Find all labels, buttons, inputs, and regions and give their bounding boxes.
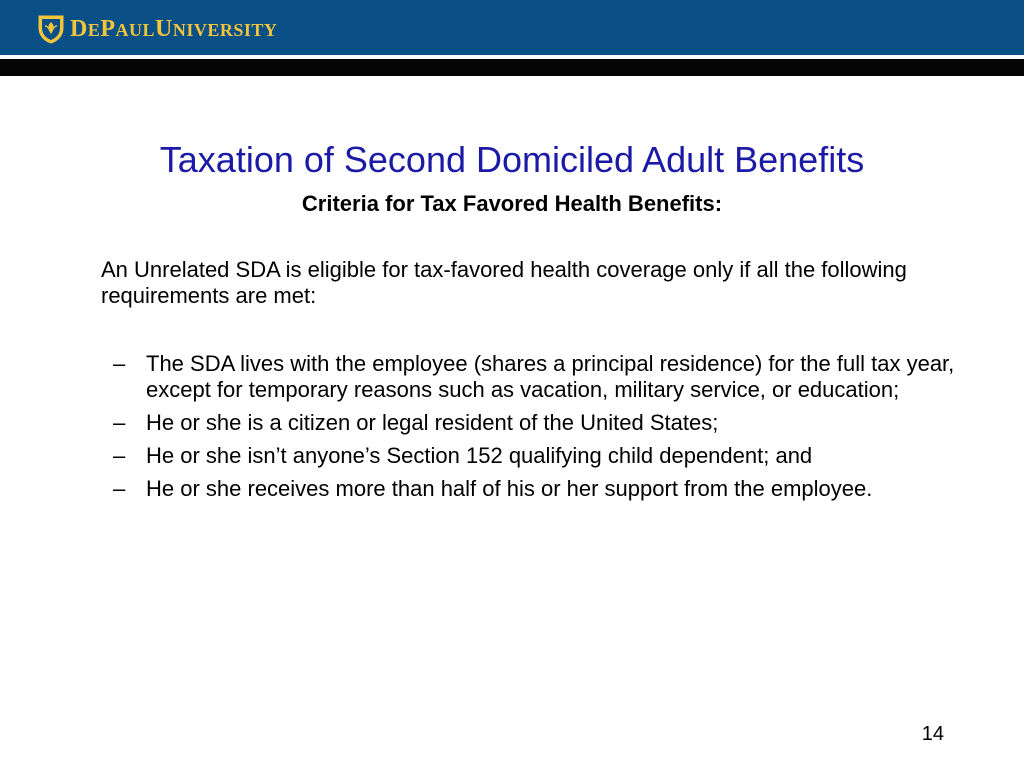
university-wordmark: DEPAULUNIVERSITY: [70, 16, 278, 42]
requirement-text: He or she receives more than half of his or her support from the employee.: [146, 476, 873, 501]
requirement-text: The SDA lives with the employee (shares a principal residence) for the full tax year, except for temporary reasons such as vacation, military service, or education;: [146, 351, 955, 402]
requirements-list: [113, 351, 963, 509]
list-item: [113, 476, 963, 502]
shield-seal-icon: [38, 14, 64, 44]
list-item: [113, 410, 963, 436]
slide-title: Taxation of Second Domiciled Adult Benefits: [159, 139, 865, 180]
slide-subtitle: Criteria for Tax Favored Health Benefits:: [301, 191, 723, 216]
dash-bullet: –: [113, 443, 126, 468]
header-band: [0, 0, 1024, 55]
university-logo: [38, 13, 277, 45]
dash-bullet: –: [113, 476, 126, 501]
dash-bullet: –: [113, 351, 126, 376]
page-number: 14: [921, 723, 944, 745]
requirement-text: He or she is a citizen or legal resident of the United States;: [146, 410, 719, 435]
header-divider-black: [0, 59, 1024, 76]
dash-bullet: –: [113, 410, 126, 435]
intro-paragraph: An Unrelated SDA is eligible for tax-favored health coverage only if all the following requirements are met:: [101, 257, 907, 308]
requirement-text: He or she isn’t anyone’s Section 152 qualifying child dependent; and: [146, 443, 813, 468]
list-item: [113, 351, 963, 403]
list-item: [113, 443, 963, 469]
